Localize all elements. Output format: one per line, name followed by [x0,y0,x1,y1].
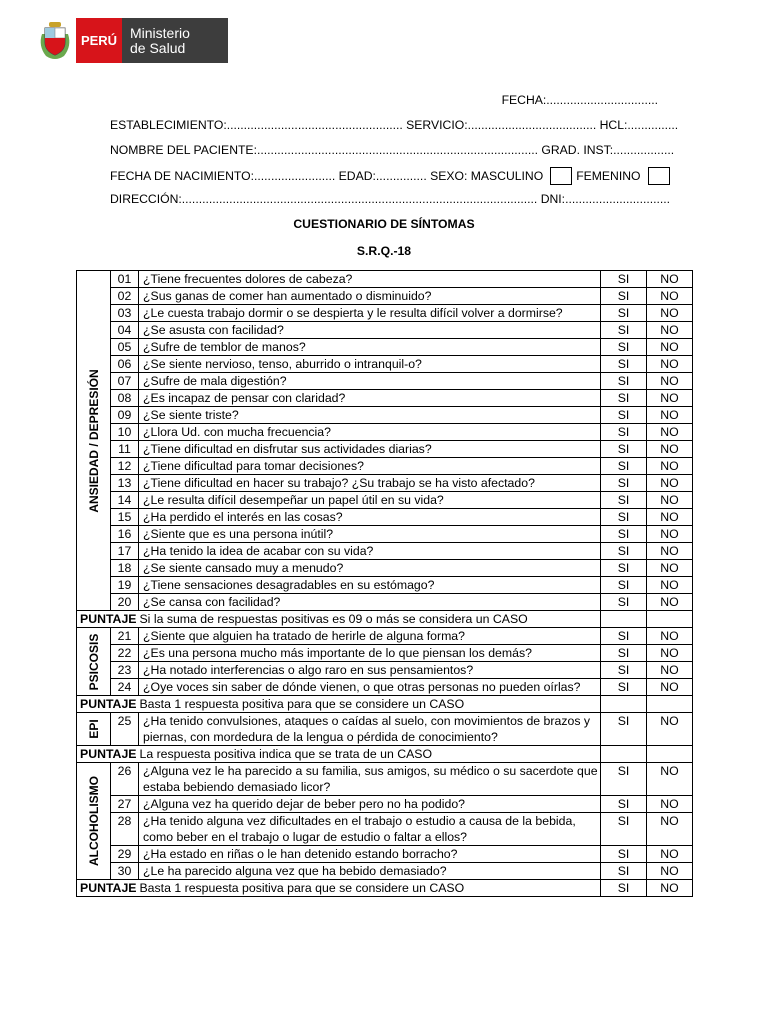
answer-no[interactable]: NO [647,373,693,390]
puntaje-cell [77,880,601,897]
answer-no[interactable]: NO [647,356,693,373]
answer-si[interactable]: SI [601,560,647,577]
question-row [77,271,693,288]
puntaje-label: PUNTAJE [80,612,137,626]
femenino-label: FEMENINO [576,169,641,183]
section-name: ALCOHOLISMO [86,776,101,866]
section-label [77,713,111,746]
answer-no[interactable]: NO [647,492,693,509]
answer-si[interactable]: SI [601,763,647,796]
answer-no[interactable]: NO [647,577,693,594]
question-row [77,492,693,509]
answer-si[interactable]: SI [601,407,647,424]
question-text: ¿Se cansa con facilidad? [139,594,601,611]
answer-si[interactable]: SI [601,846,647,863]
answer-si[interactable]: SI [601,424,647,441]
puntaje-cell [77,746,601,763]
question-row [77,543,693,560]
question-text: ¿Se siente cansado muy a menudo? [139,560,601,577]
puntaje-text: La respuesta positiva indica que se trata de un CASO [139,747,433,761]
answer-si[interactable]: SI [601,863,647,880]
question-row [77,560,693,577]
answer-no[interactable]: NO [647,813,693,846]
answer-no[interactable]: NO [647,441,693,458]
question-number: 17 [111,543,139,560]
question-number: 23 [111,662,139,679]
question-row [77,662,693,679]
answer-si[interactable]: SI [601,628,647,645]
answer-no[interactable]: NO [647,305,693,322]
answer-si[interactable]: SI [601,880,647,897]
question-text: ¿Se siente nervioso, tenso, aburrido o intranquil-o? [139,356,601,373]
fecha-nacimiento-line [110,167,658,185]
question-text: ¿Ha notado interferencias o algo raro en sus pensamientos? [139,662,601,679]
question-number: 20 [111,594,139,611]
question-row [77,594,693,611]
question-number: 01 [111,271,139,288]
answer-no[interactable]: NO [647,880,693,897]
peru-label: PERÚ [76,18,122,63]
question-text: ¿Le cuesta trabajo dormir o se despierta y le resulta difícil volver a dormirse? [139,305,601,322]
question-row [77,846,693,863]
question-row [77,813,693,846]
question-row [77,441,693,458]
question-number: 18 [111,560,139,577]
answer-si[interactable]: SI [601,543,647,560]
question-text: ¿Le resulta difícil desempeñar un papel útil en su vida? [139,492,601,509]
masculino-checkbox[interactable] [550,167,572,185]
answer-si[interactable]: SI [601,458,647,475]
question-row [77,339,693,356]
answer-si[interactable]: SI [601,577,647,594]
question-number: 19 [111,577,139,594]
question-text: ¿Se siente triste? [139,407,601,424]
question-number: 16 [111,526,139,543]
puntaje-row [77,880,693,897]
question-text: ¿Tiene dificultad en disfrutar sus actividades diarias? [139,441,601,458]
question-number: 12 [111,458,139,475]
ministerio-label [122,18,228,63]
question-text: ¿Sufre de mala digestión? [139,373,601,390]
answer-si[interactable]: SI [601,492,647,509]
question-text: ¿Es una persona mucho más importante de lo que piensan los demás? [139,645,601,662]
puntaje-text: Basta 1 respuesta positiva para que se considere un CASO [139,881,465,895]
question-number: 04 [111,322,139,339]
section-label [77,763,111,880]
question-row [77,390,693,407]
empty-cell [601,746,647,763]
answer-si[interactable]: SI [601,509,647,526]
question-row [77,713,693,746]
answer-si[interactable]: SI [601,679,647,696]
answer-no[interactable]: NO [647,526,693,543]
question-number: 29 [111,846,139,863]
question-text: ¿Le ha parecido alguna vez que ha bebido demasiado? [139,863,601,880]
direccion-line[interactable]: DIRECCIÓN:......................................................................................................... DNI:............................... [110,192,671,206]
question-number: 25 [111,713,139,746]
question-number: 21 [111,628,139,645]
srq-table [76,270,693,897]
section-label [77,271,111,611]
question-number: 14 [111,492,139,509]
answer-no[interactable]: NO [647,509,693,526]
question-row [77,679,693,696]
question-text: ¿Siente que alguien ha tratado de herirle de alguna forma? [139,628,601,645]
answer-no[interactable]: NO [647,424,693,441]
puntaje-label: PUNTAJE [80,697,137,711]
puntaje-row [77,746,693,763]
answer-si[interactable]: SI [601,356,647,373]
question-text: ¿Sus ganas de comer han aumentado o disminuido? [139,288,601,305]
question-row [77,509,693,526]
puntaje-text: Basta 1 respuesta positiva para que se considere un CASO [139,697,465,711]
question-number: 15 [111,509,139,526]
answer-si[interactable]: SI [601,813,647,846]
answer-no[interactable]: NO [647,288,693,305]
question-row [77,424,693,441]
puntaje-label: PUNTAJE [80,747,137,761]
answer-si[interactable]: SI [601,645,647,662]
answer-no[interactable]: NO [647,662,693,679]
question-number: 28 [111,813,139,846]
answer-si[interactable]: SI [601,526,647,543]
question-text: ¿Ha tenido alguna vez dificultades en el trabajo o estudio a causa de la bebida, como beber en el trabajo o lugar de estudio o faltar a ellos? [139,813,601,846]
question-text: ¿Sufre de temblor de manos? [139,339,601,356]
questionnaire-title: CUESTIONARIO DE SÍNTOMAS [293,217,475,231]
answer-no[interactable]: NO [647,628,693,645]
question-row [77,458,693,475]
question-number: 24 [111,679,139,696]
empty-cell [647,696,693,713]
answer-si[interactable]: SI [601,322,647,339]
question-text: ¿Oye voces sin saber de dónde vienen, o que otras personas no pueden oírlas? [139,679,601,696]
femenino-checkbox[interactable] [648,167,670,185]
answer-no[interactable]: NO [647,679,693,696]
answer-no[interactable]: NO [647,475,693,492]
answer-si[interactable]: SI [601,662,647,679]
answer-no[interactable]: NO [647,390,693,407]
answer-no[interactable]: NO [647,407,693,424]
answer-no[interactable]: NO [647,863,693,880]
question-number: 30 [111,863,139,880]
answer-si[interactable]: SI [601,339,647,356]
question-number: 11 [111,441,139,458]
question-row [77,322,693,339]
fecha-nacimiento-text[interactable]: FECHA DE NACIMIENTO:........................ EDAD:............... SEXO: MASCULINO [110,169,544,183]
question-text: ¿Llora Ud. con mucha frecuencia? [139,424,601,441]
question-row [77,526,693,543]
question-text: ¿Tiene dificultad en hacer su trabajo? ¿Su trabajo se ha visto afectado? [139,475,601,492]
answer-si[interactable]: SI [601,373,647,390]
question-text: ¿Ha estado en riñas o le han detenido estando borracho? [139,846,601,863]
ministerio-line2: de Salud [130,39,186,56]
answer-si[interactable]: SI [601,713,647,746]
question-text: ¿Tiene sensaciones desagradables en su estómago? [139,577,601,594]
coat-of-arms-icon [34,18,76,63]
puntaje-cell [77,696,601,713]
answer-si[interactable]: SI [601,271,647,288]
answer-si[interactable]: SI [601,305,647,322]
nombre-paciente-line[interactable]: NOMBRE DEL PACIENTE:................................................................................... GRAD. INST:.................. [110,143,675,157]
question-text: ¿Alguna vez le ha parecido a su familia, sus amigos, su médico o su sacerdote que estaba bebiendo demasiado licor? [139,763,601,796]
question-number: 06 [111,356,139,373]
ministerio-line1: Ministerio [130,24,190,41]
answer-no[interactable]: NO [647,458,693,475]
answer-no[interactable]: NO [647,271,693,288]
question-row [77,763,693,796]
question-row [77,373,693,390]
question-text: ¿Ha tenido convulsiones, ataques o caídas al suelo, con movimientos de brazos y piernas, con mordedura de la lengua o pérdida de conocimiento? [139,713,601,746]
puntaje-label: PUNTAJE [80,881,137,895]
question-number: 03 [111,305,139,322]
question-number: 02 [111,288,139,305]
section-name: EPI [86,719,101,739]
question-row [77,356,693,373]
answer-no[interactable]: NO [647,543,693,560]
question-number: 09 [111,407,139,424]
answer-si[interactable]: SI [601,390,647,407]
question-number: 05 [111,339,139,356]
question-row [77,628,693,645]
puntaje-cell [77,611,601,628]
question-text: ¿Es incapaz de pensar con claridad? [139,390,601,407]
question-text: ¿Ha tenido la idea de acabar con su vida? [139,543,601,560]
section-name: PSICOSIS [86,633,101,690]
question-text: ¿Tiene frecuentes dolores de cabeza? [139,271,601,288]
question-number: 13 [111,475,139,492]
answer-si[interactable]: SI [601,475,647,492]
section-name: ANSIEDAD / DEPRESIÓN [86,368,101,513]
empty-cell [647,746,693,763]
question-text: ¿Tiene dificultad para tomar decisiones? [139,458,601,475]
answer-si[interactable]: SI [601,796,647,813]
question-row [77,645,693,662]
ministerio-logo [34,18,228,63]
answer-no[interactable]: NO [647,846,693,863]
question-text: ¿Ha perdido el interés en las cosas? [139,509,601,526]
question-row [77,305,693,322]
answer-no[interactable]: NO [647,594,693,611]
question-number: 27 [111,796,139,813]
question-row [77,796,693,813]
answer-no[interactable]: NO [647,322,693,339]
question-row [77,863,693,880]
questionnaire-subtitle: S.R.Q.-18 [356,244,412,258]
answer-no[interactable]: NO [647,645,693,662]
answer-no[interactable]: NO [647,763,693,796]
answer-no[interactable]: NO [647,339,693,356]
question-row [77,288,693,305]
answer-no[interactable]: NO [647,796,693,813]
question-number: 10 [111,424,139,441]
question-text: ¿Alguna vez ha querido dejar de beber pero no ha podido? [139,796,601,813]
answer-no[interactable]: NO [647,713,693,746]
puntaje-text: Si la suma de respuestas positivas es 09 o más se considera un CASO [139,612,528,626]
question-number: 08 [111,390,139,407]
puntaje-row [77,696,693,713]
question-number: 26 [111,763,139,796]
question-row [77,475,693,492]
empty-cell [647,611,693,628]
answer-si[interactable]: SI [601,594,647,611]
establecimiento-line[interactable]: ESTABLECIMIENTO:.................................................... SERVICIO:...................................... HCL:............... [110,118,679,132]
question-row [77,407,693,424]
question-number: 22 [111,645,139,662]
empty-cell [601,611,647,628]
question-text: ¿Siente que es una persona inútil? [139,526,601,543]
answer-no[interactable]: NO [647,560,693,577]
empty-cell [601,696,647,713]
question-row [77,577,693,594]
section-label [77,628,111,696]
answer-si[interactable]: SI [601,288,647,305]
question-text: ¿Se asusta con facilidad? [139,322,601,339]
question-number: 07 [111,373,139,390]
answer-si[interactable]: SI [601,441,647,458]
puntaje-row [77,611,693,628]
fecha-field[interactable]: FECHA:................................. [501,93,658,107]
